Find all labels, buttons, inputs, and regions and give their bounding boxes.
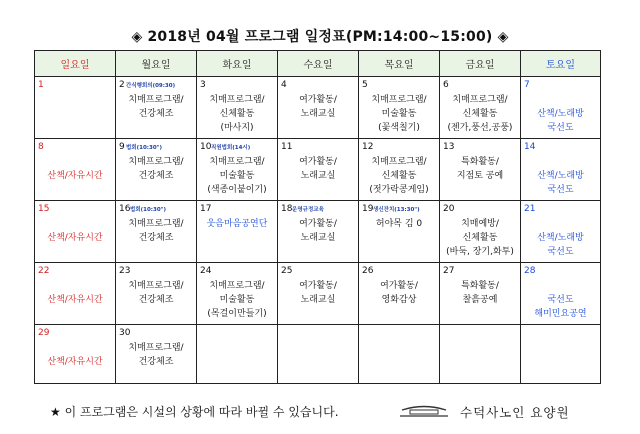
program-activities — [278, 93, 358, 121]
activity-line: 국선도 — [547, 123, 574, 133]
activity-line: 신체활동 — [219, 109, 255, 119]
program-activities — [116, 217, 196, 245]
day-note: 직원법회(14시) — [211, 145, 251, 151]
program-activities — [440, 279, 520, 307]
activity-line: 허야목 김 0 — [375, 219, 423, 229]
day-number: 22 — [38, 266, 50, 276]
page-title: ◈ 2018년 04월 프로그램 일정표(PM:14:00~15:00) ◈ — [131, 29, 509, 45]
day-cell-thu — [359, 263, 440, 325]
day-cell-wed — [278, 325, 359, 384]
day-number: 14 — [524, 142, 536, 152]
day-cell-sun — [35, 263, 116, 325]
weekday-header-row — [35, 51, 601, 77]
day-cell-thu — [359, 325, 440, 384]
activity-line: 산책/노래방 — [537, 171, 584, 181]
day-number: 27 — [443, 266, 455, 276]
activity-line — [35, 279, 115, 293]
activity-line: (젓가락콩게임) — [369, 185, 429, 195]
activity-line: (바둑, 장기,화투) — [446, 247, 514, 257]
weekday-header-fri: 금요일 — [440, 51, 521, 77]
activity-line — [35, 155, 115, 169]
activity-line: 신체활동 — [462, 109, 498, 119]
program-activities — [35, 217, 115, 245]
program-activities — [521, 279, 600, 321]
day-cell-sat — [521, 263, 601, 325]
activity-line: 웃음마음공연단 — [206, 219, 268, 229]
activity-line: 여가활동/ — [299, 95, 337, 105]
program-activities — [116, 341, 196, 369]
program-activities — [359, 93, 439, 135]
activity-line: 미술활동 — [219, 295, 255, 305]
day-cell-fri — [440, 139, 521, 201]
day-number: 6 — [443, 80, 449, 90]
activity-line: 여가활동/ — [299, 219, 337, 229]
day-number: 16 — [119, 204, 131, 214]
activity-line: 건강체조 — [138, 295, 174, 305]
day-number: 23 — [119, 266, 131, 276]
day-cell-mon — [116, 201, 197, 263]
day-cell-sun — [35, 201, 116, 263]
program-activities — [521, 155, 600, 197]
day-number: 12 — [362, 142, 374, 152]
program-activities — [197, 279, 277, 321]
day-number: 13 — [443, 142, 455, 152]
day-cell-sat — [521, 139, 601, 201]
program-activities — [521, 93, 600, 135]
activity-line: 여가활동/ — [299, 281, 337, 291]
day-cell-sat — [521, 325, 601, 384]
activity-line: 여가활동/ — [380, 281, 418, 291]
activity-line: 치매프로그램/ — [371, 157, 427, 167]
program-activities — [35, 279, 115, 307]
activity-line: 국선도 — [547, 247, 574, 257]
activity-line: 노래교실 — [300, 109, 336, 119]
day-number: 19 — [362, 204, 374, 214]
temple-logo-icon — [398, 404, 450, 418]
day-number: 10 — [200, 142, 212, 152]
schedule-calendar — [34, 50, 601, 384]
day-cell-wed — [278, 139, 359, 201]
activity-line: 국선도 — [547, 185, 574, 195]
day-cell-mon — [116, 263, 197, 325]
day-number: 11 — [281, 142, 293, 152]
activity-line: 치매프로그램/ — [452, 95, 508, 105]
day-cell-fri — [440, 201, 521, 263]
program-activities — [116, 155, 196, 183]
program-activities — [116, 279, 196, 307]
program-activities — [278, 155, 358, 183]
activity-line: 치매프로그램/ — [128, 157, 184, 167]
activity-line: 노래교실 — [300, 171, 336, 181]
activity-line: 지점토 공예 — [456, 171, 504, 181]
activity-line: 건강체조 — [138, 233, 174, 243]
activity-line — [35, 217, 115, 231]
day-note: 생신잔치(13:30") — [373, 207, 420, 213]
day-cell-sat — [521, 201, 601, 263]
day-number: 17 — [200, 204, 212, 214]
day-cell-fri — [440, 325, 521, 384]
activity-line: 찰흙공예 — [462, 295, 498, 305]
activity-line: 산책/노래방 — [537, 233, 584, 243]
day-number: 8 — [38, 142, 44, 152]
program-activities — [197, 155, 277, 197]
day-number: 24 — [200, 266, 212, 276]
day-number: 1 — [38, 80, 44, 90]
day-cell-sun — [35, 139, 116, 201]
weekday-header-sun: 일요일 — [35, 51, 116, 77]
weekday-header-sat: 토요일 — [521, 51, 601, 77]
day-cell-mon — [116, 139, 197, 201]
program-activities — [197, 217, 277, 231]
week-row — [35, 325, 601, 384]
program-activities — [440, 155, 520, 183]
day-cell-thu — [359, 77, 440, 139]
activity-line — [521, 93, 600, 107]
program-activities — [359, 217, 439, 231]
activity-line: 치매프로그램/ — [128, 219, 184, 229]
activity-line: 특화활동/ — [461, 157, 499, 167]
activity-line: 영화감상 — [381, 295, 417, 305]
day-number: 25 — [281, 266, 293, 276]
day-cell-wed — [278, 77, 359, 139]
day-number: 26 — [362, 266, 374, 276]
program-activities — [359, 279, 439, 307]
day-cell-tue — [197, 325, 278, 384]
week-row — [35, 139, 601, 201]
day-number: 28 — [524, 266, 536, 276]
day-cell-tue — [197, 77, 278, 139]
activity-line: 건강체조 — [138, 109, 174, 119]
day-number: 9 — [119, 142, 125, 152]
activity-line: 건강체조 — [138, 171, 174, 181]
activity-line: 치매프로그램/ — [209, 281, 265, 291]
day-number: 15 — [38, 204, 50, 214]
weekday-header-thu: 목요일 — [359, 51, 440, 77]
day-cell-wed — [278, 201, 359, 263]
activity-line — [521, 155, 600, 169]
day-cell-sat — [521, 77, 601, 139]
activity-line: (꽃색칠기) — [378, 123, 420, 133]
day-cell-thu — [359, 139, 440, 201]
day-cell-tue — [197, 263, 278, 325]
program-activities — [116, 93, 196, 121]
day-cell-fri — [440, 77, 521, 139]
activity-line: 미술활동 — [381, 109, 417, 119]
activity-line: 치매프로그램/ — [128, 95, 184, 105]
day-number: 4 — [281, 80, 287, 90]
program-activities — [440, 217, 520, 259]
activity-line: (색종이붙이기) — [207, 185, 267, 195]
activity-line: (목걸이만들기) — [207, 309, 267, 319]
program-activities — [35, 155, 115, 183]
day-note: 간식행회의(09:30) — [126, 83, 176, 89]
activity-line: 산책/자유시간 — [47, 233, 103, 243]
day-number: 3 — [200, 80, 206, 90]
day-cell-sun — [35, 77, 116, 139]
program-activities — [440, 93, 520, 135]
program-activities — [359, 155, 439, 197]
day-note: 법회(10:30") — [126, 145, 163, 151]
activity-line: 여가활동/ — [299, 157, 337, 167]
day-number: 5 — [362, 80, 368, 90]
day-number: 30 — [119, 328, 131, 338]
activity-line: (젠가,풍선,공풍) — [447, 123, 513, 133]
day-note: 운영규정교육 — [292, 207, 324, 213]
weekday-header-tue: 화요일 — [197, 51, 278, 77]
day-number: 21 — [524, 204, 536, 214]
day-number: 2 — [119, 80, 125, 90]
program-activities — [197, 93, 277, 135]
activity-line — [521, 217, 600, 231]
activity-line — [35, 341, 115, 355]
activity-line: (마사지) — [220, 123, 254, 133]
activity-line: 특화활동/ — [461, 281, 499, 291]
footer-notice: ★ 이 프로그램은 시설의 상황에 따라 바뀔 수 있습니다. — [50, 405, 339, 419]
day-cell-mon — [116, 325, 197, 384]
activity-line: 산책/노래방 — [537, 109, 584, 119]
day-cell-thu — [359, 201, 440, 263]
program-activities — [35, 341, 115, 369]
weekday-header-mon: 월요일 — [116, 51, 197, 77]
activity-line: 미술활동 — [219, 171, 255, 181]
day-number: 29 — [38, 328, 50, 338]
program-activities — [278, 279, 358, 307]
day-cell-wed — [278, 263, 359, 325]
week-row — [35, 77, 601, 139]
day-cell-tue — [197, 201, 278, 263]
activity-line: 치매프로그램/ — [371, 95, 427, 105]
organization-name: 수덕사노인 요양원 — [460, 405, 570, 420]
activity-line: 치매프로그램/ — [128, 343, 184, 353]
day-cell-sun — [35, 325, 116, 384]
activity-line: 치매프로그램/ — [128, 281, 184, 291]
activity-line: 산책/자유시간 — [47, 295, 103, 305]
day-cell-mon — [116, 77, 197, 139]
activity-line: 노래교실 — [300, 295, 336, 305]
day-cell-tue — [197, 139, 278, 201]
activity-line: 치매프로그램/ — [209, 157, 265, 167]
weekday-header-wed: 수요일 — [278, 51, 359, 77]
activity-line: 신체활동 — [381, 171, 417, 181]
activity-line: 치매프로그램/ — [209, 95, 265, 105]
program-activities — [278, 217, 358, 245]
activity-line: 치매예방/ — [461, 219, 499, 229]
activity-line: 신체활동 — [462, 233, 498, 243]
activity-line: 국선도 — [547, 295, 574, 305]
activity-line: 산책/자유시간 — [47, 171, 103, 181]
day-number: 18 — [281, 204, 293, 214]
day-number: 7 — [524, 80, 530, 90]
activity-line: 산책/자유시간 — [47, 357, 103, 367]
day-note: 법회(10:30") — [130, 207, 167, 213]
day-number: 20 — [443, 204, 455, 214]
activity-line: 노래교실 — [300, 233, 336, 243]
week-row — [35, 201, 601, 263]
activity-line — [521, 279, 600, 293]
activity-line: 건강체조 — [138, 357, 174, 367]
activity-line: 해미민요공연 — [534, 309, 587, 319]
week-row — [35, 263, 601, 325]
day-cell-fri — [440, 263, 521, 325]
program-activities — [521, 217, 600, 259]
